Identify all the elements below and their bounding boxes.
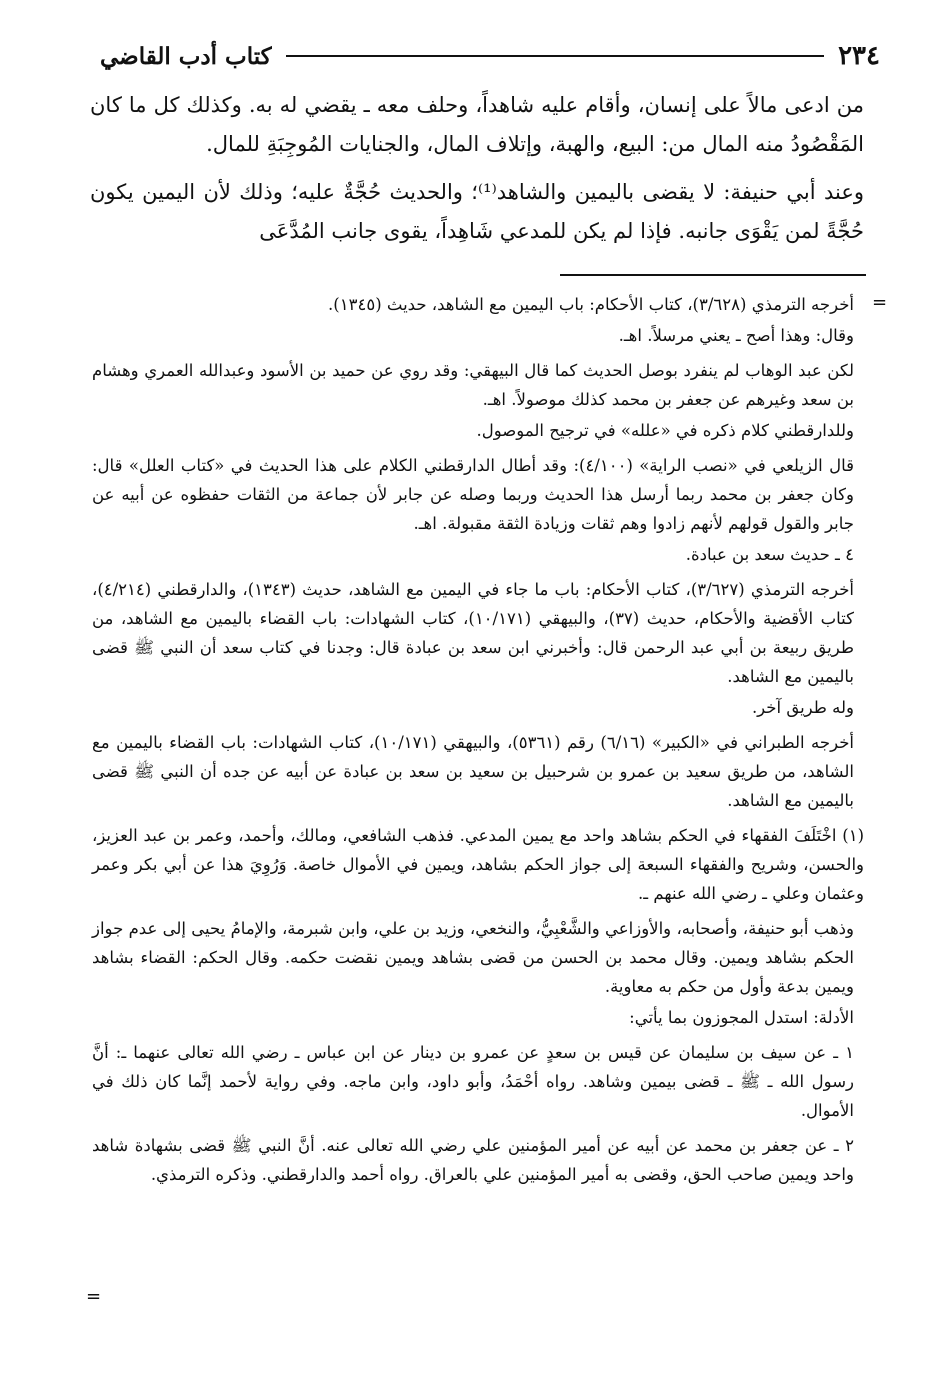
footnote-line: أخرجه الطبراني في «الكبير» (٦/١٦) رقم (٥٣٦١)، والبيهقي (١٠/١٧١)، كتاب الشهادات: باب القضاء باليمين مع الشاهد، من طريق سعيد بن عمرو بن شرحبيل بن سعيد بن سعد بن عبادة عن أبيه عن جده أن النبي ﷺ قضى باليمين مع الشاهد.	[92, 733, 854, 810]
main-paragraph: وعند أبي حنيفة: لا يقضى باليمين والشاهد⁽¹⁾؛ والحديث حُجَّةٌ عليه؛ وذلك لأن اليمين يكون حُجَّةً لمن يَقْوَى جانبه. فإذا لم يكن للمدعي شَاهِداً، يقوى جانب المُدَّعَى	[90, 180, 864, 243]
page-number: ٢٣٤	[838, 41, 880, 71]
evidence-heading: الأدلة: استدل المجوزون بما يأتي:	[629, 1008, 854, 1027]
footnote-line: أخرجه الترمذي (٣/٦٢٨)، كتاب الأحكام: باب اليمين مع الشاهد، حديث (١٣٤٥).	[328, 295, 854, 314]
end-marker: =	[86, 1286, 102, 1307]
footnote-1: (١) اخْتَلَفَ الفقهاء في الحكم بشاهد واحد مع يمين المدعي. فذهب الشافعي، ومالك، وأحمد، وعمر بن عبد العزيز، والحسن، وشريح والفقهاء السبعة إلى جواز الحكم بشاهد، ويمين في الأموال خاصة. وَرُوِيَ هذا عن أبي بكر وعمر وعثمان وعلي ـ رضي الله عنهم ـ.	[92, 826, 864, 903]
footnote-line: أخرجه الترمذي (٣/٦٢٧)، كتاب الأحكام: باب ما جاء في اليمين مع الشاهد، حديث (١٣٤٣)، والدارقطني (٤/٢١٤)، كتاب الأقضية والأحكام، حديث (٣٧)، والبيهقي (١٠/١٧١)، كتاب الشهادات: باب القضاء باليمين مع الشاهد، من طريق ربيعة بن أبي عبد الرحمن قال: وأخبرني ابن سعد بن عبادة قال: وجدنا في كتاب سعد أن النبي ﷺ قضى باليمين مع الشاهد.	[92, 580, 855, 686]
continuation-marker: =	[872, 292, 888, 313]
page-header	[100, 36, 880, 76]
footnote-separator	[560, 274, 866, 276]
footnote-line: ٤ ـ حديث سعد بن عبادة.	[685, 545, 854, 564]
header-rule	[286, 55, 825, 57]
footnote-line: وله طريق آخر.	[751, 698, 854, 717]
footnote-line: وقال: وهذا أصح ـ يعني مرسلاً. اهـ.	[618, 326, 854, 345]
footnote-line: وللدارقطني كلام ذكره في «علله» في ترجيح الموصول.	[476, 421, 854, 440]
main-text	[90, 86, 864, 260]
footnote-line: ١ ـ عن سيف بن سليمان عن قيس بن سعدٍ عن عمرو بن دينار عن ابن عباس ـ رضي الله تعالى عنهما ـ: أنَّ رسول الله ـ ﷺ ـ قضى بيمين وشاهد. رواه أحْمَدُ، وأبو داود، وابن ماجه. وفي رواية لأحمد إنَّما كان ذلك في الأموال.	[92, 1043, 854, 1120]
main-paragraph: من ادعى مالاً على إنسان، وأقام عليه شاهداً، وحلف معه ـ يقضي له به. وكذلك كل ما كان المَقْصُودُ منه المال من: البيع، والهبة، وإتلاف المال، والجنايات المُوجِبَةِ للمال.	[90, 93, 864, 156]
running-title: كتاب أدب القاضي	[100, 42, 272, 70]
footnotes	[92, 290, 864, 1191]
footnote-line: قال الزيلعي في «نصب الراية» (٤/١٠٠): وقد أطال الدارقطني الكلام على هذا الحديث في «كتاب العلل» قال: وكان جعفر بن محمد ربما أرسل هذا الحديث وربما وصله عن جابر لأن جماعة من الثقات حفظوه عن أبيه عن جابر والقول قولهم لأنهم زادوا وهم ثقات وزيادة الثقة مقبولة. اهـ.	[92, 456, 854, 533]
footnote-line: وذهب أبو حنيفة، وأصحابه، والأوزاعي والشَّعْبِيُّ، والنخعي، وزيد بن علي، وابن شبرمة، والإمامُ يحيى إلى عدم جواز الحكم بشاهد ويمين. وقال محمد بن الحسن من قضى بشاهد ويمين نقضت حكمه. وقال الحكم: القضاء بشاهد ويمين بدعة وأول من حكم به معاوية.	[92, 919, 854, 996]
footnote-line: لكن عبد الوهاب لم ينفرد بوصل الحديث كما قال البيهقي: وقد روي عن حميد بن الأسود وعبدالله العمري وهشام بن سعد وغيرهم عن جعفر بن محمد كذلك موصولاً. اهـ.	[92, 361, 854, 409]
footnote-line: ٢ ـ عن جعفر بن محمد عن أبيه عن أمير المؤمنين علي رضي الله تعالى عنه. أنَّ النبي ﷺ قضى بشهادة شاهد واحد ويمين صاحب الحق، وقضى به أمير المؤمنين علي بالعراق. رواه أحمد والدارقطني. وذكره الترمذي.	[92, 1136, 854, 1184]
